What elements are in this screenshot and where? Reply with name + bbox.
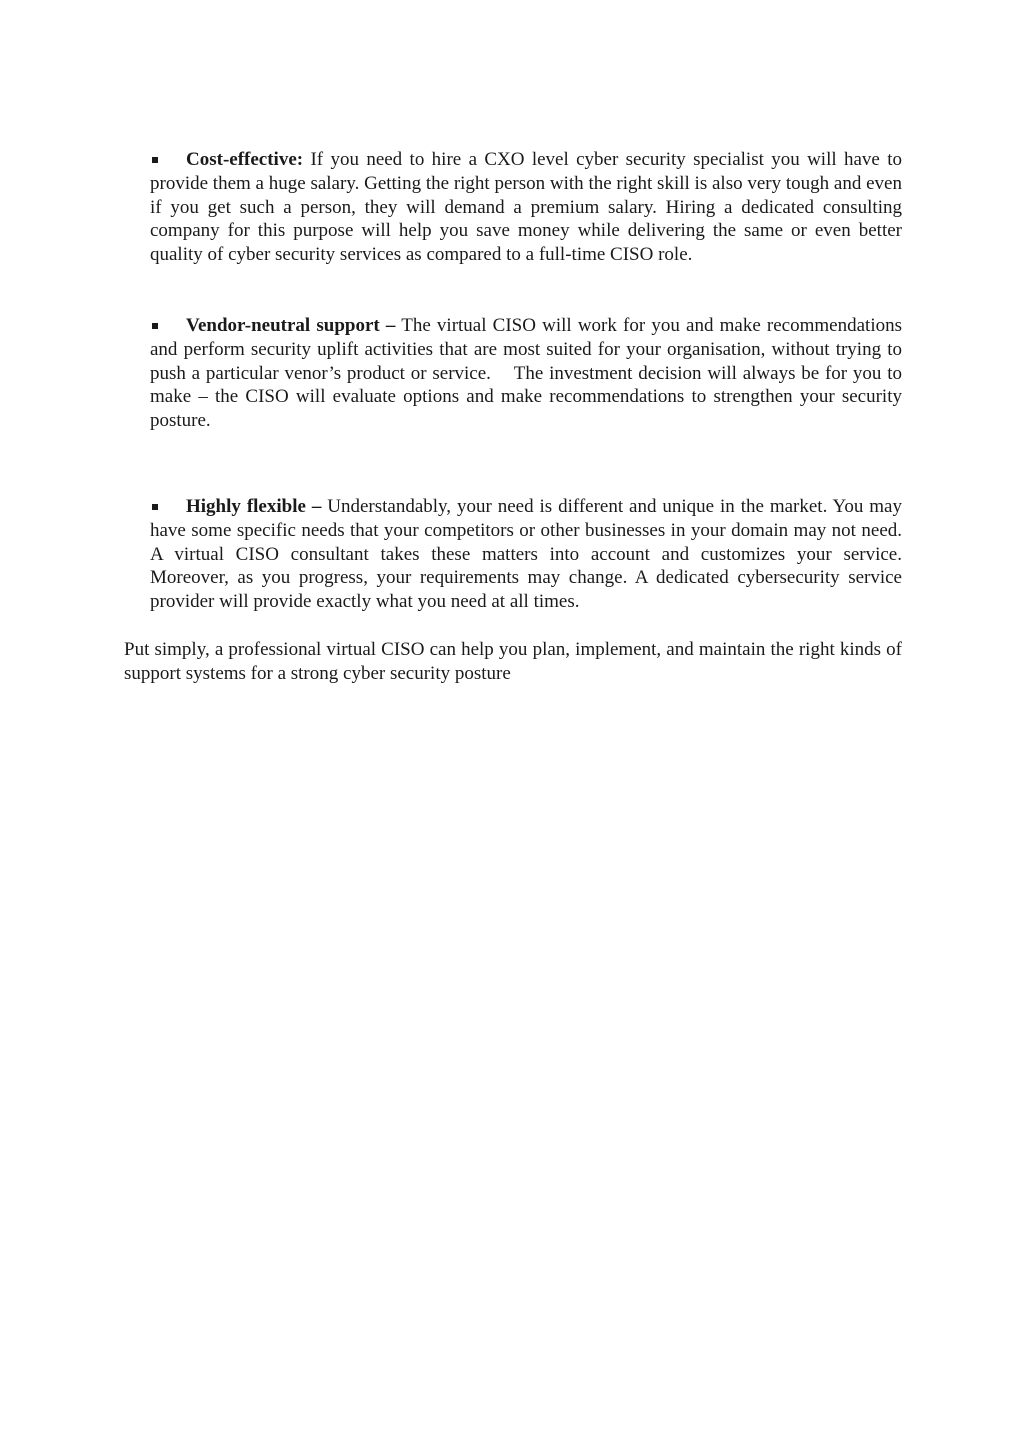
square-bullet-icon bbox=[152, 323, 158, 329]
bullet-text: Understandably, your need is different and unique in the market. You may have some specific needs that your competitors or other businesses in your domain may not need. A virtual CISO consultant takes these matters into account and customizes your service. Moreover, as you progress, your requirements may change. A dedicated cybersecurity service provider will provide exactly what you need at all times. bbox=[150, 496, 902, 613]
square-bullet-icon bbox=[152, 157, 158, 163]
bullet-lead: Cost-effective: bbox=[186, 149, 304, 170]
bullet-item-cost-effective bbox=[150, 148, 902, 267]
bullet-lead: Highly flexible – bbox=[186, 496, 322, 517]
bullet-item-vendor-neutral bbox=[150, 314, 907, 433]
bullet-item-highly-flexible bbox=[150, 495, 902, 614]
square-bullet-icon bbox=[152, 504, 158, 510]
bullet-lead: Vendor-neutral support – bbox=[186, 315, 396, 336]
bullet-text: If you need to hire a CXO level cyber security specialist you will have to provide them a huge salary. Getting the right person with the right skill is also very tough and even if you get such a person, they will demand a premium salary. Hiring a dedicated consulting company for this purpose will help you save money while delivering the same or even better quality of cyber security services as compared to a full-time CISO role. bbox=[150, 149, 902, 266]
closing-paragraph: Put simply, a professional virtual CISO can help you plan, implement, and maintain the right kinds of support systems for a strong cyber security posture bbox=[124, 639, 902, 684]
bullet-text: The virtual CISO will work for you and make recommendations and perform security uplift activities that are most suited for your organisation, without trying to push a particular venor’s product or service. The investment decision will always be for you to make – the CISO will evaluate options and make recommendations to strengthen your security posture. bbox=[150, 315, 907, 432]
